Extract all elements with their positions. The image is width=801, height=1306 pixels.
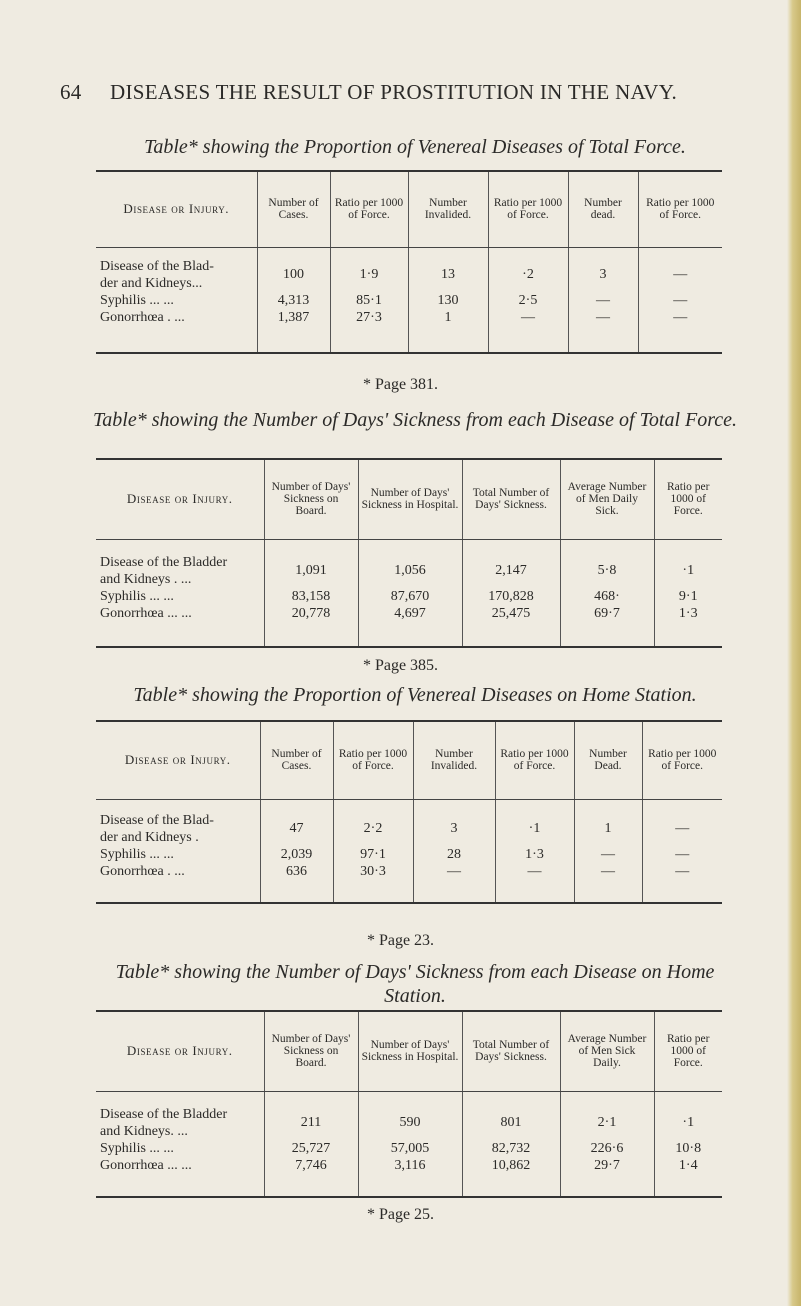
row-label: der and Kidneys... (100, 275, 203, 291)
table-1 (96, 170, 722, 354)
table-cell: — (675, 863, 690, 879)
data-column (462, 539, 560, 647)
column-header: Number of Days' Sickness on Board. (264, 459, 358, 539)
table-cell: 2·2 (363, 821, 383, 836)
row-label: Disease of the Bladder (100, 1106, 228, 1122)
data-column (260, 799, 333, 903)
table-cell: 590 (399, 1115, 421, 1130)
data-column (330, 247, 408, 353)
column-header: Average Number of Men Daily Sick. (560, 459, 654, 539)
table-cell: 29·7 (594, 1157, 620, 1173)
column-header: Ratio per 1000 of Force. (642, 721, 722, 799)
data-column (413, 799, 495, 903)
table-cell: 1 (444, 309, 452, 325)
table-cell: — (601, 863, 615, 879)
row-label: Syphilis ... ... (100, 1140, 174, 1156)
table-cell: 69·7 (594, 605, 620, 621)
table-header-row (96, 721, 722, 799)
table-header-row (96, 1011, 722, 1091)
disease-column (96, 799, 260, 903)
table-cell: 28 (447, 846, 461, 862)
row-label: and Kidneys. ... (100, 1123, 188, 1139)
table-cell: 7,746 (295, 1157, 327, 1173)
table-cell: 211 (300, 1115, 322, 1130)
table-cell: 226·6 (590, 1140, 624, 1156)
table-cell: 5·8 (597, 563, 617, 578)
column-header: Number of Days' Sickness in Hospital. (358, 1011, 462, 1091)
table-cell: 2·5 (518, 292, 538, 308)
table-1-title: Table* showing the Proportion of Venereal Diseases of Total Force. (144, 136, 686, 158)
footnote: * Page 385. (362, 657, 439, 674)
row-label: Gonorrhœa ... ... (100, 1157, 192, 1173)
column-header: Ratio per 1000 of Force. (495, 721, 574, 799)
data-column (568, 247, 638, 353)
running-title: DISEASES THE RESULT OF PROSTITUTION IN THE NAVY. (110, 80, 678, 104)
column-header: Ratio per 1000 of Force. (638, 171, 722, 247)
column-header: Number of Days' Sickness on Board. (264, 1011, 358, 1091)
data-column (642, 799, 722, 903)
table-cell: 100 (283, 267, 304, 282)
table-body (96, 247, 722, 353)
table-cell: 4,697 (394, 605, 426, 621)
data-column (257, 247, 330, 353)
column-header: Number of Cases. (260, 721, 333, 799)
table-cell: — (675, 821, 690, 836)
row-label: Syphilis ... ... (100, 292, 174, 308)
column-header: Disease or Injury. (96, 171, 257, 247)
table-body (96, 539, 722, 647)
table-cell: — (596, 292, 610, 308)
column-header: Disease or Injury. (96, 459, 264, 539)
disease-column (96, 539, 264, 647)
table-cell: 3,116 (394, 1157, 426, 1173)
table-cell: 83,158 (291, 588, 331, 604)
table-cell: — (675, 846, 690, 862)
table-cell: 1·4 (678, 1157, 698, 1173)
table-cell: 97·1 (360, 846, 386, 862)
page-header (60, 80, 760, 110)
page-spine-edge (787, 0, 801, 1306)
table-cell: ·1 (682, 1115, 695, 1130)
table-cell: 20,778 (291, 605, 331, 621)
data-column (358, 539, 462, 647)
data-column (560, 1091, 654, 1197)
data-column (333, 799, 413, 903)
table-cell: 9·1 (678, 588, 698, 604)
column-header: Ratio per 1000 of Force. (654, 459, 722, 539)
row-label: Disease of the Blad- (100, 812, 214, 828)
data-column (488, 247, 568, 353)
column-header: Ratio per 1000 of Force. (488, 171, 568, 247)
table-cell: ·1 (682, 563, 695, 578)
table-cell: 2,039 (280, 846, 313, 862)
row-label: and Kidneys . ... (100, 571, 192, 587)
table-cell: 1,387 (277, 309, 310, 325)
column-header: Total Number of Days' Sickness. (462, 1011, 560, 1091)
table-cell: ·1 (528, 821, 541, 836)
table-cell: 85·1 (356, 292, 382, 308)
table-cell: 1,091 (295, 563, 327, 578)
table-cell: 1·9 (359, 267, 379, 282)
column-header: Average Number of Men Sick Daily. (560, 1011, 654, 1091)
table-cell: 10,862 (491, 1157, 531, 1173)
column-header: Number Invalided. (413, 721, 495, 799)
data-column (574, 799, 642, 903)
footnote: * Page 381. (362, 376, 439, 393)
table-cell: 47 (289, 821, 304, 836)
table-2-title: Table* showing the Number of Days' Sickness from each Disease of Total Force. (92, 409, 738, 431)
table-cell: 170,828 (488, 588, 534, 604)
column-header: Ratio per 1000 of Force. (330, 171, 408, 247)
table-cell: — (601, 846, 615, 862)
table-cell: — (447, 863, 461, 879)
column-header: Number of Cases. (257, 171, 330, 247)
table-cell: 3 (450, 821, 458, 836)
table-cell: 130 (437, 292, 459, 308)
data-column (495, 799, 574, 903)
row-label: Syphilis ... ... (100, 846, 174, 862)
table-cell: 27·3 (356, 309, 382, 325)
table-cell: 13 (441, 267, 455, 282)
footnote: * Page 23. (366, 932, 435, 949)
table-cell: 57,005 (390, 1140, 430, 1156)
row-label: Gonorrhœa . ... (100, 863, 185, 879)
table-3 (96, 720, 722, 904)
table-cell: — (596, 309, 610, 325)
row-label: Disease of the Blad- (100, 258, 214, 274)
table-cell: 4,313 (277, 292, 310, 308)
table-cell: ·2 (522, 267, 534, 282)
table-cell: — (673, 292, 688, 308)
data-column (560, 539, 654, 647)
column-header: Ratio per 1000 of Force. (333, 721, 413, 799)
row-label: Syphilis ... ... (100, 588, 174, 604)
column-header: Number Invalided. (408, 171, 488, 247)
data-column (462, 1091, 560, 1197)
row-label: der and Kidneys . (100, 829, 199, 845)
column-header: Disease or Injury. (96, 721, 260, 799)
table-2 (96, 458, 722, 648)
table-cell: 1·3 (525, 846, 544, 862)
footnote: * Page 25. (366, 1206, 435, 1223)
disease-column (96, 247, 257, 353)
column-header: Number dead. (568, 171, 638, 247)
table-cell: 1,056 (394, 563, 426, 578)
table-cell: 801 (500, 1115, 522, 1130)
table-cell: 636 (286, 863, 307, 879)
data-column (264, 539, 358, 647)
table-cell: 30·3 (360, 863, 386, 879)
table-body (96, 1091, 722, 1197)
data-column (638, 247, 722, 353)
column-header: Number Dead. (574, 721, 642, 799)
table-4-title: Table* showing the Number of Days' Sickness from each Disease on Home Station. (115, 961, 715, 1007)
table-cell: 10·8 (675, 1140, 702, 1156)
table-body (96, 799, 722, 903)
table-3-title: Table* showing the Proportion of Venereal Diseases on Home Station. (133, 684, 697, 706)
data-column (408, 247, 488, 353)
table-cell: 87,670 (390, 588, 430, 604)
data-column (264, 1091, 358, 1197)
column-header: Number of Days' Sickness in Hospital. (358, 459, 462, 539)
table-cell: — (673, 309, 688, 325)
row-label: Disease of the Bladder (100, 554, 228, 570)
page-number: 64 (60, 80, 82, 104)
table-header-row (96, 459, 722, 539)
row-label: Gonorrhœa ... ... (100, 605, 192, 621)
data-column (358, 1091, 462, 1197)
table-cell: 25,475 (491, 605, 531, 621)
table-header-row (96, 171, 722, 247)
data-column (654, 539, 722, 647)
table-cell: 1 (604, 821, 612, 836)
table-cell: 468· (594, 588, 620, 604)
table-cell: 25,727 (291, 1140, 331, 1156)
table-cell: — (527, 863, 542, 879)
table-cell: — (673, 267, 688, 282)
disease-column (96, 1091, 264, 1197)
row-label: Gonorrhœa . ... (100, 309, 185, 325)
table-cell: 2,147 (495, 563, 527, 578)
table-cell: 82,732 (491, 1140, 531, 1156)
column-header: Ratio per 1000 of Force. (654, 1011, 722, 1091)
column-header: Disease or Injury. (96, 1011, 264, 1091)
table-4 (96, 1010, 722, 1198)
column-header: Total Number of Days' Sickness. (462, 459, 560, 539)
table-cell: — (521, 309, 535, 325)
data-column (654, 1091, 722, 1197)
table-cell: 2·1 (597, 1115, 617, 1130)
table-cell: 1·3 (678, 605, 698, 621)
table-cell: 3 (599, 267, 607, 282)
